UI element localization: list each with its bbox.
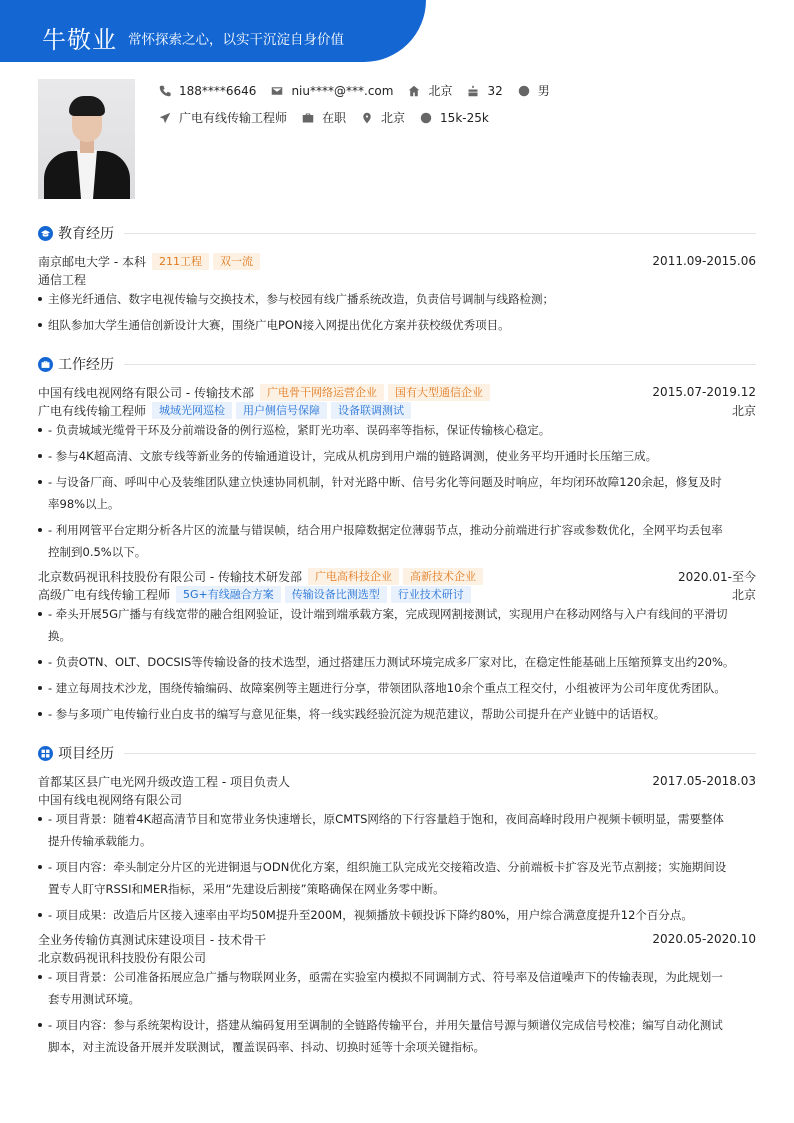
- work-company-row: [38, 567, 756, 585]
- work-bullet: - 参与4K超高清、文旅专线等新业务的传输通道设计，完成从机房到用户端的链路调测，使业务平均开通时长压缩三成。: [38, 445, 756, 467]
- company-tag: 广电骨干网络运营企业: [260, 384, 384, 401]
- project-name-role: 首都某区县广电光网升级改造工程 - 项目负责人: [38, 774, 290, 789]
- education-section-title: 教育经历: [38, 224, 756, 242]
- map-pin-icon: [360, 111, 374, 125]
- work-position-row: [38, 585, 756, 603]
- briefcase-icon: [301, 111, 315, 125]
- work-bullet: - 参与多项广电传输行业白皮书的编写与意见征集，将一线实践经验沉淀为规范建议，帮助公司提升在产业链中的话语权。: [38, 703, 756, 725]
- mail-icon: [270, 84, 284, 98]
- user-circle-icon: [517, 84, 531, 98]
- work-city: 北京: [731, 587, 756, 602]
- location-item: [407, 82, 452, 99]
- company-dept: 北京数码视讯科技股份有限公司 - 传输技术研发部: [38, 569, 302, 584]
- work-bullet: - 建立每周技术沙龙，围绕传输编码、故障案例等主题进行分享，带领团队落地10余个重点工程交付，小组被评为公司年度优秀团队。: [38, 677, 756, 699]
- phone-icon: [158, 84, 172, 98]
- school-tag: 211工程: [152, 253, 209, 270]
- work-bullet: - 负责城域光缆骨干环及分前端设备的例行巡检，紧盯光功率、误码率等指标，保证传输核心稳定。: [38, 419, 756, 441]
- coin-icon: [419, 111, 433, 125]
- position-tag: 行业技术研讨: [391, 586, 471, 603]
- salary-item: [419, 111, 489, 125]
- graduation-cap-icon: [38, 226, 53, 241]
- education-major-row: [38, 270, 756, 288]
- project-bullet: - 项目背景：随着4K超高清节目和宽带业务快速增长，原CMTS网络的下行容量趋于饱和，夜间高峰时段用户视频卡顿明显，需要整体 提升传输承载能力。: [38, 808, 756, 852]
- company-tag: 高新技术企业: [403, 568, 483, 585]
- company-tag: 广电高科技企业: [308, 568, 399, 585]
- grid-icon: [38, 746, 53, 761]
- age-item: [466, 84, 502, 98]
- position-tag: 用户侧信号保障: [236, 402, 327, 419]
- project-period: 2017.05-2018.03: [652, 774, 756, 788]
- position-tag: 5G+有线融合方案: [176, 586, 281, 603]
- candidate-motto: 常怀探索之心，以实干沉淀自身价值: [128, 32, 344, 48]
- email-text: niu****@***.com: [291, 83, 394, 98]
- work-period: 2020.01-至今: [678, 569, 756, 584]
- phone-item: [158, 84, 256, 98]
- project-org: 中国有线电视网络有限公司: [38, 792, 183, 807]
- cake-icon: [466, 84, 480, 98]
- gender-item: [517, 82, 550, 99]
- header-banner: [0, 0, 426, 62]
- home-icon: [407, 84, 421, 98]
- education-bullet: 组队参加大学生通信创新设计大赛，围绕广电PON接入网提出优化方案并获校级优秀项目。: [38, 314, 756, 336]
- phone-text: 188****6646: [179, 83, 257, 98]
- project-org: 北京数码视讯科技股份有限公司: [38, 950, 207, 965]
- job-title-item: [158, 109, 287, 126]
- work-position-row: [38, 401, 756, 419]
- status-text: 在职: [322, 111, 347, 125]
- work-bullet: - 负责OTN、OLT、DOCSIS等传输设备的技术选型，通过搭建压力测试环境完成多厂家对比，在稳定性能基础上压缩预算支出约20%。: [38, 651, 756, 673]
- project-bullet: - 项目背景：公司准备拓展应急广播与物联网业务，亟需在实验室内模拟不同调制方式、符号率及信道噪声下的传输表现，为此规划一 套专用测试环境。: [38, 966, 756, 1010]
- age-text: 32: [487, 83, 503, 98]
- project-header-row: [38, 772, 756, 790]
- project-org-row: [38, 948, 756, 966]
- send-icon: [158, 111, 172, 125]
- job-intention-row: [158, 109, 503, 126]
- education-bullet: 主修光纤通信、数字电视传输与交换技术，参与校园有线广播系统改造，负责信号调制与线路检测；: [38, 288, 756, 310]
- candidate-name: 牛敬业: [42, 26, 117, 54]
- school-tag: 双一流: [213, 253, 260, 270]
- email-item: [270, 84, 393, 98]
- job-title-text: 广电有线传输工程师: [179, 111, 288, 125]
- briefcase-icon: [38, 357, 53, 372]
- project-org-row: [38, 790, 756, 808]
- work-bullet: - 利用网管平台定期分析各片区的流量与错误帧，结合用户报障数据定位薄弱节点，推动分前端进行扩容或参数优化，全网平均丢包率 控制到0.5%以下。: [38, 519, 756, 563]
- project-bullet: - 项目内容：参与系统架构设计，搭建从编码复用至调制的全链路传输平台，并用矢量信号源与频谱仪完成信号校准；编写自动化测试 脚本，对主流设备开展并发联测试，覆盖误码率、抖动、切换时延等十余项关键指标。: [38, 1014, 756, 1058]
- project-section-title: 项目经历: [38, 744, 756, 762]
- work-bullet: - 与设备厂商、呼叫中心及装维团队建立快速协同机制，针对光路中断、信号劣化等问题及时响应，年均闭环故障120余起，修复及时 率98%以上。: [38, 471, 756, 515]
- position: 高级广电有线传输工程师: [38, 587, 171, 602]
- company-dept: 中国有线电视网络有限公司 - 传输技术部: [38, 385, 254, 400]
- work-period: 2015.07-2019.12: [652, 385, 756, 399]
- gender-text: 男: [537, 84, 550, 98]
- avatar-photo: [38, 79, 135, 199]
- work-bullet: - 牵头开展5G广播与有线宽带的融合组网验证，设计端到端承载方案，完成现网割接测试，实现用户在移动网络与入户有线间的平滑切 换。: [38, 603, 756, 647]
- salary-text: 15k-25k: [440, 110, 489, 125]
- school-degree: 南京邮电大学 - 本科: [38, 254, 146, 269]
- contact-row: [158, 82, 564, 99]
- position-tag: 设备联调测试: [331, 402, 411, 419]
- major: 通信工程: [38, 272, 87, 287]
- project-bullet: - 项目内容：牵头制定分片区的光进铜退与ODN优化方案，组织施工队完成光交接箱改造、分前端板卡扩容及光节点割接；实施期间设 置专人盯守RSSI和MER指标，采用“先建设后割接”策略确保在网业务零中断。: [38, 856, 756, 900]
- position: 广电有线传输工程师: [38, 403, 147, 418]
- project-header-row: [38, 930, 756, 948]
- project-bullet: - 项目成果：改造后片区接入速率由平均50M提升至200M，视频播放卡顿投诉下降约80%，用户综合满意度提升12个百分点。: [38, 904, 756, 926]
- education-period: 2011.09-2015.06: [652, 254, 756, 268]
- work-company-row: [38, 383, 756, 401]
- position-tag: 传输设备比测选型: [285, 586, 387, 603]
- company-tag: 国有大型通信企业: [388, 384, 490, 401]
- position-tag: 城域光网巡检: [152, 402, 232, 419]
- work-city: 北京: [731, 403, 756, 418]
- expected-city-text: 北京: [381, 111, 406, 125]
- work-section-title: 工作经历: [38, 355, 756, 373]
- education-header-row: [38, 252, 756, 270]
- project-period: 2020.05-2020.10: [652, 932, 756, 946]
- expected-city-item: [360, 109, 405, 126]
- project-name-role: 全业务传输仿真测试床建设项目 - 技术骨干: [38, 932, 266, 947]
- status-item: [301, 109, 346, 126]
- location-text: 北京: [428, 84, 453, 98]
